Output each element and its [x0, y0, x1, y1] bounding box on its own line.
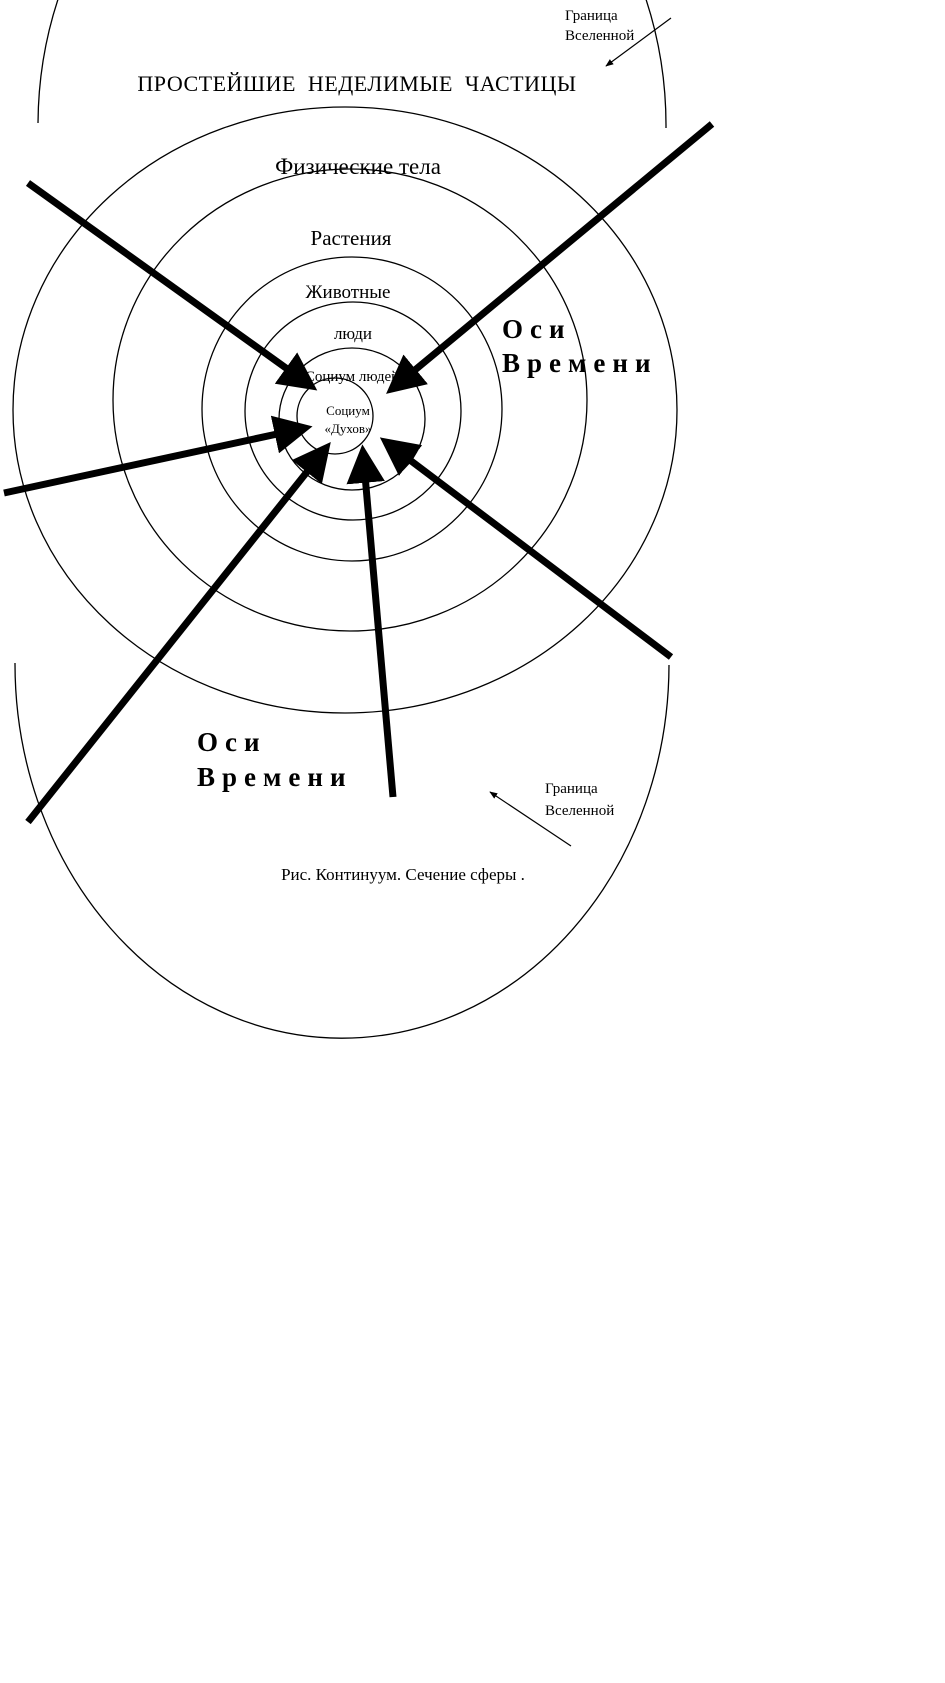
boundary-pointer-bottom — [490, 792, 571, 846]
label-spirits-society-line1: Социум — [326, 403, 370, 418]
label-time-axes-bottom-line1: Оси — [197, 727, 267, 757]
time-axis-arrow-lower-right — [386, 442, 671, 657]
label-elementary-particles: ПРОСТЕЙШИЕ НЕДЕЛИМЫЕ ЧАСТИЦЫ — [137, 71, 577, 96]
label-people: люди — [333, 324, 373, 343]
time-axis-arrow-left — [4, 428, 305, 493]
label-spirits-society-line2: «Духов» — [324, 421, 372, 436]
label-time-axes-right-line1: Оси — [502, 314, 572, 344]
label-human-society: Социум людей — [304, 369, 400, 385]
label-plants: Растения — [310, 226, 392, 250]
label-physical-bodies: Физические тела — [275, 154, 441, 179]
label-animals: Животные — [305, 282, 391, 303]
label-boundary-top-line1: Граница — [565, 8, 618, 24]
label-time-axes-right-line2: Времени — [502, 348, 658, 378]
label-time-axes-bottom-line2: Времени — [197, 762, 353, 792]
figure-caption: Рис. Континуум. Сечение сферы . — [281, 865, 525, 884]
time-axis-arrow-upper-left — [28, 183, 311, 386]
label-boundary-top-line2: Вселенной — [565, 28, 635, 44]
time-axis-arrow-bottom — [363, 452, 393, 797]
label-boundary-bottom-line1: Граница — [545, 781, 598, 797]
label-boundary-bottom-line2: Вселенной — [545, 803, 615, 819]
